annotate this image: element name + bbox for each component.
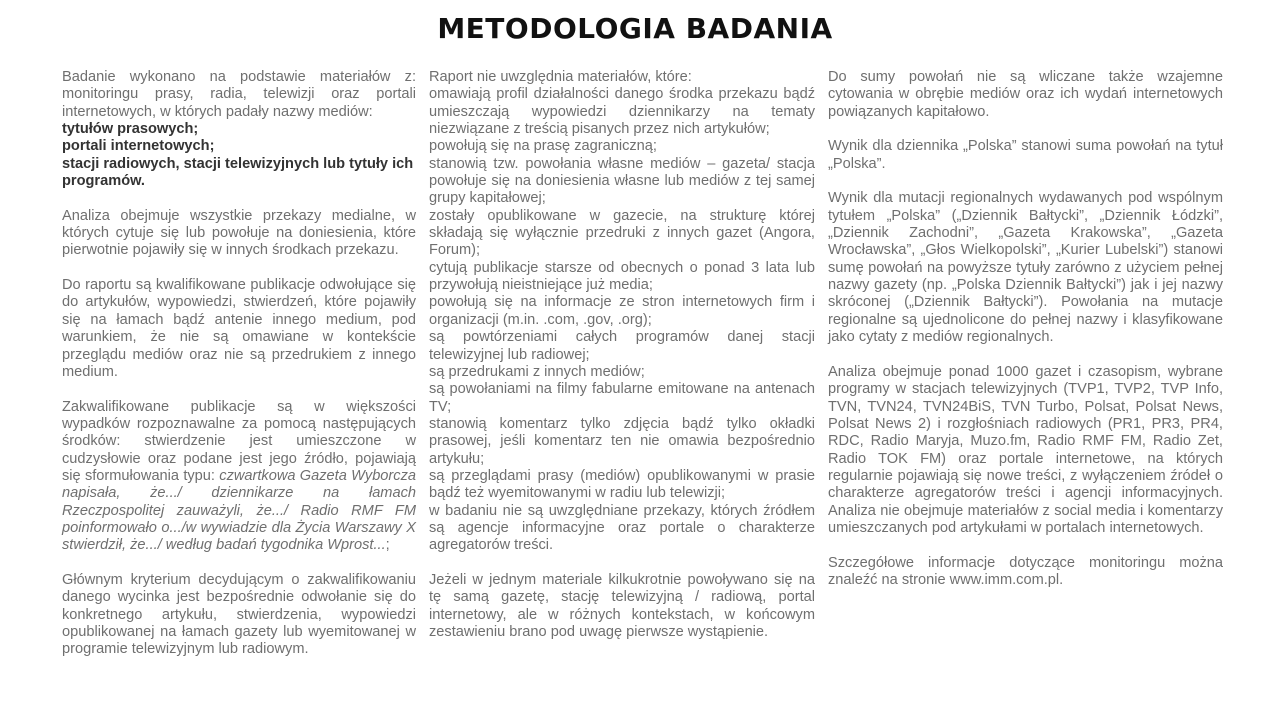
column-1	[62, 69, 416, 676]
column-2	[429, 69, 815, 659]
exclusions-heading: Raport nie uwzględnia materiałów, które:	[429, 69, 692, 85]
polska-result-paragraph: Wynik dla dziennika „Polska” stanowi suma powołań na tytuł „Polska”.	[828, 138, 1223, 172]
exclusion-item: powołują się na prasę zagraniczną;	[429, 138, 657, 155]
media-list-item: portali internetowych;	[62, 138, 215, 155]
mutual-citations-paragraph: Do sumy powołań nie są wliczane także wzajemne cytowania w obrębie mediów oraz ich wydań internetowych powiązanych kapitałowo.	[828, 69, 1223, 120]
scope-paragraph: Analiza obejmuje wszystkie przekazy medialne, w których cytuje się lub powołuje na doniesienia, które pierwotnie pojawiły się w innych środkach przekazu.	[62, 207, 416, 259]
more-info-paragraph: Szczegółowe informacje dotyczące monitoringu można znaleźć na stronie www.imm.com.pl.	[828, 554, 1223, 588]
column-3	[828, 69, 1223, 607]
analysis-scope-paragraph: Analiza obejmuje ponad 1000 gazet i czasopism, wybrane programy w stacjach telewizyjnych (TVP1, TVP2, TVP Info, TVN, TVN24, TVN24BiS, TVN Turbo, Polsat, Polsat News, Polsat News 2) i rozgłośniach radiowych (PR1, PR3, PR4, RDC, Radio Maryja, Muzo.fm, Radio RMF FM, Radio Zet, Radio TOK FM) oraz portale internetowe, na których regularnie pojawiają się nowe treści, z wyłączeniem źródeł o charakterze agregatorów treści i agencji informacyjnych. Analiza nie obejmuje materiałów z social media i komentarzy umieszczanych pod artykułami w portalach internetowych.	[828, 363, 1223, 536]
exclusion-item: w badaniu nie są uwzględniane przekazy, których źródłem są agencje informacyjne oraz portale o charakterze agregatorów treści.	[429, 502, 815, 554]
exclusion-item: są przeglądami prasy (mediów) opublikowanymi w prasie bądź też wyemitowanymi w radiu lub telewizji;	[429, 467, 815, 502]
qualification-paragraph: Do raportu są kwalifikowane publikacje odwołujące się do artykułów, wypowiedzi, stwierdzeń, które pojawiły się na łamach bądź antenie innego medium, pod warunkiem, że nie są omawiane w kontekście przeglądu mediów oraz nie są przedrukiem z innego medium.	[62, 277, 416, 380]
recognition-end: ;	[385, 537, 390, 554]
intro-paragraph	[62, 69, 416, 190]
criterion-paragraph: Głównym kryterium decydującym o zakwalifikowaniu danego wycinka jest bezpośrednie odwołanie się do konkretnego artykułu, stwierdzenia, wypowiedzi opublikowanej na łamach gazety lub wyemitowanej w programie telewizyjnym lub radiowym.	[62, 571, 416, 658]
exclusion-item: cytują publikacje starsze od obecnych o ponad 3 lata lub przywołują nieistniejące już media;	[429, 259, 815, 294]
example-phrases: czwartkowa Gazeta Wyborcza napisała, że.../ dziennikarze na łamach Rzeczpospolitej zauważyli, że.../ Radio RMF FM poinformowało o.../w wywiadzie dla Życia Warszawy X stwierdził, że.../ według badań tygodnika Wprost...	[62, 467, 416, 554]
media-list-item: stacji radiowych, stacji telewizyjnych lub tytuły ich programów.	[62, 155, 414, 190]
exclusion-item: są przedrukami z innych mediów;	[429, 363, 645, 380]
page-title: METODOLOGIA BADANIA	[437, 12, 833, 45]
exclusions-paragraph	[429, 69, 815, 555]
recognition-text: Zakwalifikowane publikacje są w większości wypadków rozpoznawalne za pomocą następujących środków: stwierdzenie jest umieszczone w cudzysłowie oraz podane jest jego źródło, pojawiają się sformułowania typu:	[62, 398, 416, 484]
exclusion-item: omawiają profil działalności danego środka przekazu bądź umieszczają wypowiedzi dziennikarzy na tematy niezwiązane z treścią pisanych przez nich artykułów;	[429, 86, 815, 138]
intro-text: Badanie wykonano na podstawie materiałów z: monitoringu prasy, radia, telewizji oraz portali internetowych, w których padały nazwy mediów:	[62, 69, 416, 120]
exclusion-item: są powołaniami na filmy fabularne emitowane na antenach TV;	[429, 381, 815, 415]
exclusion-item: stanowią komentarz tylko zdjęcia bądź tylko okładki prasowej, jeśli komentarz ten nie omawia bezpośrednio artykułu;	[429, 415, 815, 467]
exclusion-item: zostały opublikowane w gazecie, na strukturę której składają się wyłącznie przedruki z innych gazet (Angora, Forum);	[429, 207, 815, 259]
duplicates-paragraph: Jeżeli w jednym materiale kilkukrotnie powoływano się na tę samą gazetę, stację telewizyjną / radiową, portal internetowy, ale w różnych kontekstach, w końcowym zestawieniu brano pod uwagę pierwsze wystąpienie.	[429, 571, 815, 640]
exclusion-item: są powtórzeniami całych programów danej stacji telewizyjnej lub radiowej;	[429, 329, 815, 363]
exclusion-item: powołują się na informacje ze stron internetowych firm i organizacji (m.in. .com, .gov, .org);	[429, 294, 815, 328]
recognition-paragraph	[62, 399, 416, 555]
exclusion-item: stanowią tzw. powołania własne mediów – gazeta/ stacja powołuje się na doniesienia własne lub mediów z tej samej grupy kapitałowej;	[429, 155, 815, 207]
media-list-item: tytułów prasowych;	[62, 121, 199, 138]
regional-editions-paragraph: Wynik dla mutacji regionalnych wydawanych pod wspólnym tytułem „Polska” („Dziennik Bałtycki”, „Dziennik Łódzki”, „Dziennik Zachodni”, „Gazeta Krakowska”, „Gazeta Wrocławska”, „Głos Wielkopolski”, „Kurier Lubelski”) stanowi sumę powołań na powyższe tytuły zarówno z użyciem pełnej nazwy gazety (np. „Polska Dziennik Bałtycki”) jak i jej nazwy skróconej („Dziennik Bałtycki”). Powołania na mutacje regionalne są ujednolicone do pełnej nazwy i klasyfikowane jako cytaty z mediów regionalnych.	[828, 190, 1223, 346]
